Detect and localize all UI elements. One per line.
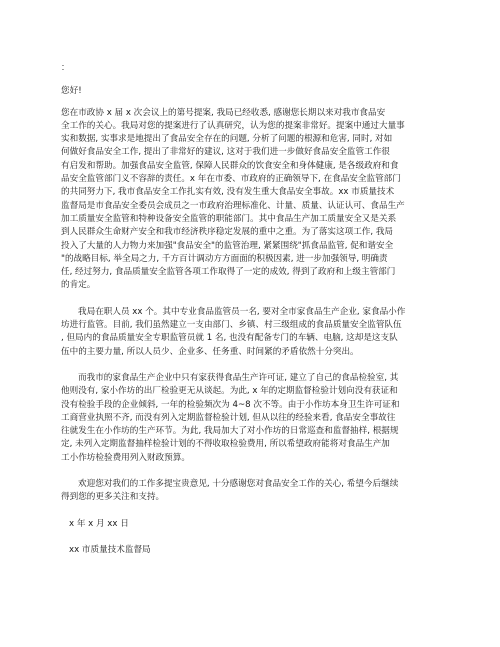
paragraph-1	[61, 107, 440, 293]
paragraph-4	[61, 478, 440, 505]
paragraph-line: 何做好食品安全工作, 提出了非常好的建议, 这对于我们进一步做好食品安全监管工作很	[61, 147, 390, 158]
paragraph-line: 工商营业执照不齐, 而没有列入定期监督检验计划, 但从以往的经验来看, 食品安全事故往	[61, 412, 396, 423]
paragraph-line: 到人民群众生命财产安全和我市经济秩序稳定发展的重中之重。为了落实这项工作, 我局	[61, 227, 394, 238]
paragraph-line: 我局在职人员 xx 个。其中专业食品监管员一名, 要对全市家食品生产企业, 家食品小作	[78, 306, 406, 317]
paragraph-line: , 但局内的食品质量安全专职监管员就 1 名, 也没有配备专门的车辆、电脑, 这却是这支队	[61, 333, 398, 344]
paragraph-3	[61, 372, 440, 465]
paragraph-line: 任, 经过努力, 食品质量安全监管各项工作取得了一定的成效, 得到了政府和上级主管部门	[61, 267, 396, 278]
paragraph-line: 投入了大量的人力物力来加强"食品安全"的监管治理, 紧紧围绕"抓食品监管, 促和谐安全	[61, 240, 394, 251]
paragraph-line: 实和数据, 实事求是地提出了食品安全存在的问题, 分析了问题的根源和危害, 同时, 对如	[61, 134, 393, 145]
paragraph-2	[61, 306, 440, 359]
paragraph-line: 品安全监管部门义不容辞的责任。x 年在市委、市政府的正确领导下, 在食品安全监管部门	[61, 174, 401, 185]
paragraph-line: 伍中的主要力量, 所以人员少、企业多、任务重、时间紧的矛盾依然十分突出。	[61, 346, 359, 357]
paragraph-line: 监督局是市食品安全委员会成员之一市政府治理标准化、计量、质量、认证认可、食品生产	[61, 200, 405, 211]
paragraph-line: "的战略目标, 举全局之力, 千方百计调动方方面面的积极因素, 进一步加强领导, 明确责	[61, 253, 388, 264]
paragraph-line: 欢迎您对我们的工作多提宝贵意见, 十分感谢您对食品安全工作的关心, 希望今后继续	[78, 479, 399, 490]
paragraph-line: 有启发和帮助。加强食品安全监管, 保障人民群众的饮食安全和身体健康, 是各级政府和食	[61, 160, 399, 171]
date: x 年 x 月 xx 日	[69, 518, 129, 529]
paragraph-line: 得到您的更多关注和支持。	[61, 492, 165, 503]
paragraph-line: 的肯定。	[61, 280, 96, 291]
paragraph-line: 加工质量安全监管和特种设备安全监管的职能部门。其中食品生产加工质量安全又是关系	[61, 213, 397, 224]
signature: xx 市质量技术监督局	[69, 544, 151, 555]
paragraph-line: 没有检验手段的企业倾斜, 一年的检验频次为 4~8 次不等。由于小作坊本身卫生许可证和	[61, 399, 400, 410]
paragraph-line: 全工作的关心。我局对您的提案进行了认真研究，认为您的提案非常好。提案中通过大量事	[61, 120, 405, 131]
paragraph-line: 定, 未列入定期监督抽样检验计划的不得收取检验费用, 所以希望政府能将对食品生产加	[61, 439, 390, 450]
paragraph-line: 的共同努力下, 我市食品安全工作扎实有效, 没有发生重大食品安全事故。xx 市质量技术	[61, 187, 395, 198]
paragraph-line: 工小作坊检验费用列入财政预算。	[61, 452, 190, 463]
paragraph-line: 您在市政协 x 届 x 次会议上的第号提案, 我局已经收悉, 感谢您长期以来对我市食品安	[61, 107, 386, 118]
greeting: 您好!	[61, 86, 82, 97]
paragraph-line: 他则没有, 家小作坊的出厂检验更无从谈起。为此, x 年的定期监督检验计划向没有获证和	[61, 386, 398, 397]
salutation-prefix: ：	[61, 63, 70, 73]
paragraph-line: 而我市的家食品生产企业中只有家获得食品生产许可证, 建立了自己的食品检验室, 其	[78, 372, 399, 383]
paragraph-line: 坊进行监管。目前, 我们虽然建立一支由部门、乡镇、村三级组成的食品质量安全监管队伍	[61, 320, 402, 331]
paragraph-line: 往就发生在小作坊的生产环节。为此, 我局加大了对小作坊的日常巡查和监督抽样, 根据规	[61, 426, 399, 437]
